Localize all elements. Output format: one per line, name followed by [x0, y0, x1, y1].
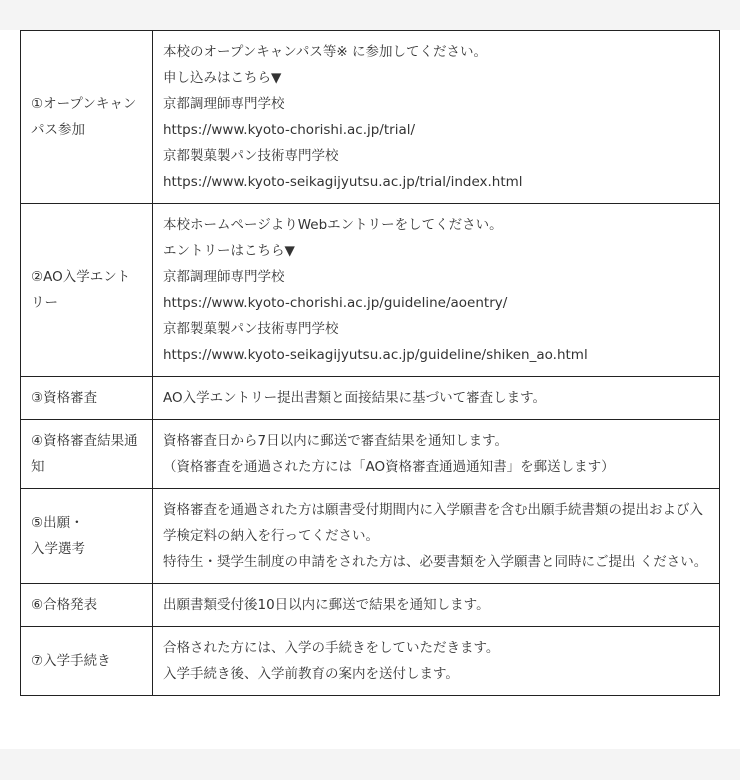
- table-row: [21, 377, 720, 420]
- table-row: [21, 31, 720, 204]
- table-row: [21, 420, 720, 489]
- entry-url-link[interactable]: https://www.kyoto-seikagijyutsu.ac.jp/guideline/shiken_ao.html: [163, 347, 588, 363]
- description-line: 入学手続き後、入学前教育の案内を送付します。: [163, 666, 459, 682]
- description-line: 出願書類受付後10日以内に郵送で結果を通知します。: [163, 597, 490, 613]
- step-description: [153, 204, 720, 377]
- school-name: 京都製菓製パン技術専門学校: [163, 148, 339, 164]
- step-description: [153, 377, 720, 420]
- step-label: ⑥合格発表: [21, 584, 153, 627]
- trial-url-link[interactable]: https://www.kyoto-seikagijyutsu.ac.jp/trial/index.html: [163, 174, 523, 190]
- table-row: [21, 627, 720, 696]
- step-label: ①オープンキャンパス参加: [21, 31, 153, 204]
- step-label: ③資格審査: [21, 377, 153, 420]
- step-description: [153, 489, 720, 584]
- step-description: [153, 627, 720, 696]
- description-line: 合格された方には、入学の手続きをしていただきます。: [163, 640, 500, 656]
- description-line: AO入学エントリー提出書類と面接結果に基づいて審査します。: [163, 390, 547, 406]
- description-line: 資格審査を通過された方は願書受付期間内に入学願書を含む出願手続書類の提出および入学検定料の納入を行ってください。: [163, 502, 703, 544]
- entry-prompt: エントリーはこちら▼: [163, 243, 295, 259]
- application-prompt: 申し込みはこちら▼: [163, 70, 282, 86]
- step-label: ④資格審査結果通知: [21, 420, 153, 489]
- description-line: 資格審査日から7日以内に郵送で審査結果を通知します。: [163, 433, 509, 449]
- trial-url-link[interactable]: https://www.kyoto-chorishi.ac.jp/trial/: [163, 122, 416, 138]
- description-line: 特待生・奨学生制度の申請をされた方は、必要書類を入学願書と同時にご提出 ください。: [163, 554, 708, 570]
- table-row: [21, 204, 720, 377]
- step-description: [153, 420, 720, 489]
- step-label: ⑤出願・ 入学選考: [21, 489, 153, 584]
- entry-url-link[interactable]: https://www.kyoto-chorishi.ac.jp/guideline/aoentry/: [163, 295, 508, 311]
- school-name: 京都製菓製パン技術専門学校: [163, 321, 339, 337]
- table-row: [21, 489, 720, 584]
- table-row: [21, 584, 720, 627]
- step-description: [153, 31, 720, 204]
- school-name: 京都調理師専門学校: [163, 269, 285, 285]
- step-label: ⑦入学手続き: [21, 627, 153, 696]
- description-line: 本校ホームページよりWebエントリーをしてください。: [163, 217, 503, 233]
- admission-steps-table: [20, 30, 720, 696]
- description-line: 本校のオープンキャンパス等※ に参加してください。: [163, 44, 487, 60]
- step-description: [153, 584, 720, 627]
- step-label: ②AO入学エントリー: [21, 204, 153, 377]
- description-line: （資格審査を通過された方には「AO資格審査通過通知書」を郵送します）: [163, 459, 615, 475]
- school-name: 京都調理師専門学校: [163, 96, 285, 112]
